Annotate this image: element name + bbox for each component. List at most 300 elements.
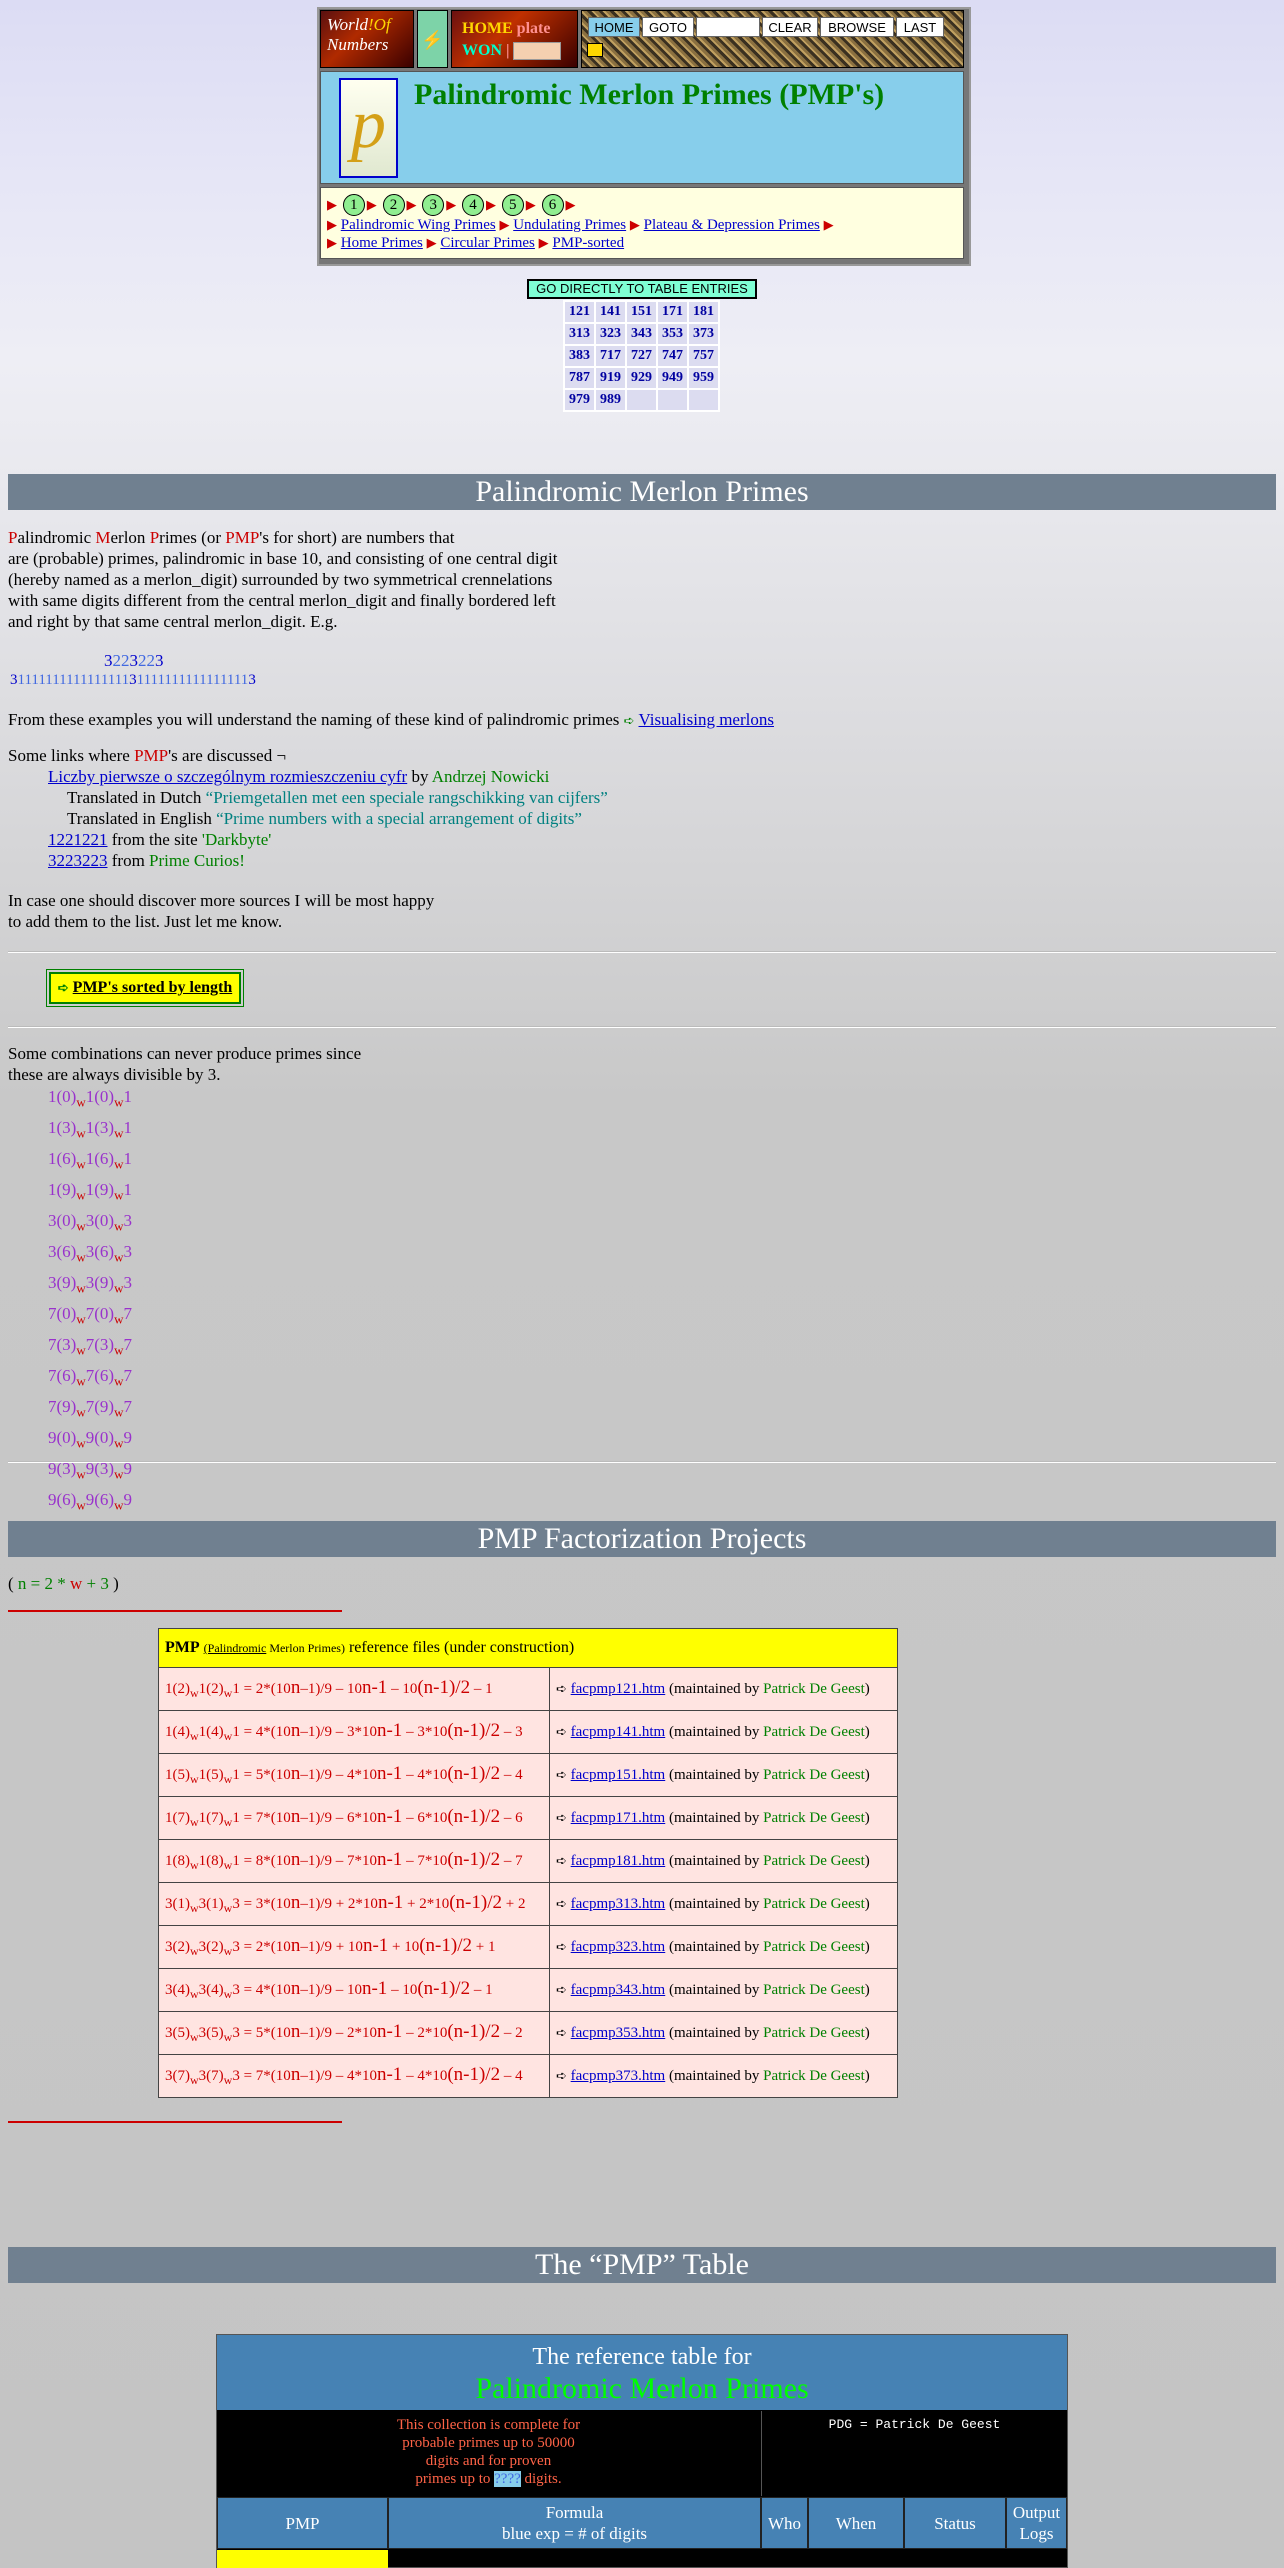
- w-subscript: w: [190, 1858, 199, 1872]
- formula-text: – 4*10: [402, 1767, 448, 1783]
- link-1221221[interactable]: 1221221: [48, 830, 108, 849]
- english-label: Translated in English: [67, 809, 217, 828]
- formula-cell: $1(8)_w1(8)_w1 = 8*(10n-1)/9 - 7*10n-1 - 7*10(n-1)/2 - 7$: [159, 1840, 550, 1883]
- formula-digit: 1: [177, 1896, 185, 1912]
- combo-digit: 1: [85, 1148, 95, 1168]
- won-label: WON: [462, 42, 502, 59]
- merlon-digit: 3: [104, 651, 113, 670]
- entry-link[interactable]: 151: [627, 302, 656, 322]
- formula-digit: 3: [232, 2025, 240, 2041]
- arrow-icon: ▶: [525, 197, 536, 212]
- intro-text: rimes (or: [159, 528, 226, 547]
- formula-digit: 4: [211, 1724, 219, 1740]
- factorization-file-link[interactable]: facpmp343.htm: [570, 1981, 666, 1998]
- arrow-icon: ▶: [366, 197, 377, 212]
- exponent: (n-1)/2: [449, 1892, 502, 1913]
- formula-cell: $1(7)_w1(7)_w1 = 7*(10n-1)/9 - 6*10n-1 - 6*10(n-1)/2 - 6$: [159, 1797, 550, 1840]
- w-subscript: w: [76, 1156, 86, 1172]
- letter-p: P: [149, 528, 160, 547]
- combo-digit: 3: [48, 1241, 57, 1261]
- entry-link[interactable]: 343: [627, 324, 656, 344]
- combo-digit: 3: [99, 1458, 109, 1478]
- formula-digit: 7: [177, 2068, 185, 2084]
- formula-text: = 2*(10: [239, 1681, 291, 1697]
- combo-row: $7(3)_w7(3)_w7$: [48, 1334, 132, 1358]
- formula-digit: 3: [232, 2068, 240, 2084]
- maintained-text: ): [864, 1680, 870, 1697]
- logo-text: World: [327, 15, 368, 34]
- maintained-text: ): [864, 1938, 870, 1955]
- arrow-right-icon: ➪: [57, 980, 69, 995]
- w-subscript: w: [76, 1187, 86, 1203]
- formula-text: – 2*10: [402, 2025, 448, 2041]
- link-3223223[interactable]: 3223223: [48, 851, 108, 870]
- combo-digit: 7: [48, 1334, 57, 1354]
- entry-link[interactable]: 959: [689, 368, 718, 388]
- combo-row: $3(9)_w3(9)_w3$: [48, 1272, 132, 1296]
- w-subscript: w: [223, 1858, 233, 1872]
- formula-text: + 2: [502, 1896, 526, 1912]
- formula-digit: 4: [177, 1982, 185, 1998]
- maintainer-name: Patrick De Geest: [763, 1766, 865, 1783]
- combo-digit: 6: [62, 1365, 71, 1385]
- w-subscript: w: [190, 1686, 199, 1700]
- merlon-p-logo: p: [339, 78, 398, 178]
- combo-digit: 9: [99, 1396, 109, 1416]
- link-circular-primes[interactable]: Circular Primes: [440, 235, 535, 251]
- reference-row: [159, 1668, 898, 1711]
- entry-link[interactable]: 979: [565, 390, 594, 410]
- factorization-file-link[interactable]: facpmp323.htm: [570, 1938, 666, 1955]
- combo-digit: 6: [62, 1148, 71, 1168]
- maintainer-name: Patrick De Geest: [763, 2067, 865, 2084]
- formula-cell: $3(4)_w3(4)_w3 = 4*(10n-1)/9 - 10n-1 - 10(n-1)/2 - 1$: [159, 1969, 550, 2012]
- exponent: (n-1)/2: [447, 1849, 501, 1870]
- goto-table-entries-button[interactable]: GO DIRECTLY TO TABLE ENTRIES: [527, 279, 757, 299]
- output-heading: Output: [1012, 2503, 1061, 2522]
- exponent: n: [290, 1763, 301, 1784]
- formula-digit: 3: [232, 1896, 240, 1912]
- formula-cell: $3(2)_w3(2)_w3 = 2*(10n-1)/9 + 10n-1 + 10(n-1)/2 + 1$: [159, 1926, 550, 1969]
- header-text: reference files (under construction): [344, 1639, 575, 1656]
- formula-text: = 5*(10: [239, 2025, 291, 2041]
- arrow-icon: ▶: [426, 235, 437, 250]
- exponent: n: [290, 1806, 301, 1827]
- combo-digit: 3: [123, 1210, 132, 1230]
- pmp-table-title: [217, 2335, 1067, 2410]
- formula-digit: 2: [177, 1681, 185, 1697]
- col-status: Status: [904, 2497, 1006, 2549]
- combo-digit: 7: [123, 1396, 132, 1416]
- entry-link[interactable]: 171: [658, 302, 687, 322]
- unknown-digits: ????: [494, 2471, 521, 2487]
- formula-digit: 7: [211, 1810, 219, 1826]
- combo-digit: 1: [123, 1087, 132, 1106]
- combo-text: these are always divisible by 3.: [8, 1065, 221, 1084]
- from-text: from the site: [107, 830, 202, 849]
- circle-link-5[interactable]: 5: [502, 194, 524, 216]
- exponent: (n-1)/2: [447, 2021, 501, 2042]
- exponent: n: [290, 2064, 301, 2085]
- combo-digit: 1: [123, 1179, 132, 1199]
- formula-text: = 3*(10: [239, 1896, 291, 1912]
- reference-row: [159, 2055, 898, 2098]
- col-formula: [388, 2497, 761, 2549]
- arrow-icon: ▶: [327, 217, 337, 232]
- w-subscript: w: [114, 1404, 124, 1420]
- reference-row: [159, 1926, 898, 1969]
- w-subscript: w: [76, 1125, 86, 1141]
- w-subscript: w: [190, 1901, 199, 1915]
- section-title-pmp: Palindromic Merlon Primes: [8, 474, 1276, 510]
- header-small: Merlon Primes): [266, 1641, 345, 1655]
- col-output-logs: [1006, 2497, 1067, 2549]
- combo-digit: 7: [123, 1334, 132, 1354]
- arrow-right-icon: ➪: [556, 1809, 567, 1825]
- combo-digit: 1: [48, 1087, 57, 1106]
- exponent: (n-1)/2: [417, 1978, 471, 1999]
- formula-digit: 1: [232, 1853, 240, 1869]
- links-intro: Some links where: [8, 746, 135, 765]
- formula-digit: 1: [165, 1853, 173, 1869]
- red-divider: [8, 1610, 342, 1612]
- circle-link-1[interactable]: 1: [343, 194, 365, 216]
- combo-digit: 1: [123, 1148, 132, 1168]
- browse-button[interactable]: BROWSE: [820, 17, 894, 37]
- exponent: n-1: [376, 1763, 403, 1784]
- pmp-sorted-button[interactable]: [49, 972, 241, 1004]
- combo-digit: 3: [48, 1272, 57, 1292]
- formula-cell: $3(5)_w3(5)_w3 = 5*(10n-1)/9 - 2*10n-1 - 2*10(n-1)/2 - 2$: [159, 2012, 550, 2055]
- entry-link[interactable]: 747: [658, 346, 687, 366]
- formula-text: = 7*(10: [239, 2068, 291, 2084]
- combo-digit: 3: [85, 1210, 95, 1230]
- entry-link[interactable]: 949: [658, 368, 687, 388]
- w-subscript: w: [76, 1311, 86, 1327]
- world-of-numbers-logo[interactable]: [320, 10, 414, 68]
- formula-text: –1)/9 + 2*10: [300, 1896, 378, 1912]
- arrow-icon: ▶: [327, 197, 337, 212]
- combo-digit: 9: [48, 1489, 57, 1509]
- english-title: “Prime numbers with a special arrangement of digits”: [216, 809, 582, 828]
- entry-link[interactable]: 313: [565, 324, 594, 344]
- link-liczby-pierwsze[interactable]: Liczby pierwsze o szczególnym rozmieszczeniu cyfr: [48, 767, 408, 786]
- formula-digit: 8: [211, 1853, 219, 1869]
- combo-digit: 6: [99, 1148, 109, 1168]
- red-divider: [8, 2121, 342, 2123]
- exponent: n-1: [362, 1935, 389, 1956]
- formula-text: = 8*(10: [239, 1853, 291, 1869]
- w-subscript: w: [76, 1497, 86, 1513]
- pdg-legend: PDG = Patrick De Geest: [761, 2411, 1067, 2496]
- arrow-icon: ▶: [406, 197, 417, 212]
- link-undulating-primes[interactable]: Undulating Primes: [513, 217, 627, 233]
- arrow-icon: ▶: [446, 197, 457, 212]
- formula-text: –1)/9 – 4*10: [300, 1767, 377, 1783]
- examples-text: From these examples you will understand the naming of these kind of palindromic primes: [8, 710, 620, 729]
- maintained-text: ): [864, 1895, 870, 1912]
- w-subscript: w: [190, 2073, 199, 2087]
- maintained-text: (maintained by: [668, 1766, 764, 1783]
- formula-digit: 1: [165, 1767, 173, 1783]
- section-title-pmp-table: The “PMP” Table: [8, 2247, 1276, 2283]
- formula-part: w: [70, 1574, 83, 1593]
- formula-digit: 5: [177, 1767, 185, 1783]
- entry-link[interactable]: 181: [689, 302, 718, 322]
- w-subscript: w: [223, 1944, 233, 1958]
- combo-digit: 0: [99, 1087, 109, 1106]
- formula-digit: 1: [232, 1724, 240, 1740]
- entry-link[interactable]: 323: [596, 324, 625, 344]
- exponent: (n-1)/2: [447, 1763, 501, 1784]
- links-list: [8, 745, 768, 871]
- complete-text: primes up to: [415, 2471, 495, 2487]
- factorization-file-link[interactable]: facpmp171.htm: [570, 1809, 666, 1826]
- formula-cell: $1(2)_w1(2)_w1 = 2*(10n-1)/9 - 10n-1 - 10(n-1)/2 - 1$: [159, 1668, 550, 1711]
- entry-link[interactable]: 919: [596, 368, 625, 388]
- w-subscript: w: [114, 1497, 124, 1513]
- merlon-digit: 3: [10, 672, 18, 688]
- arrow-right-icon: ➪: [556, 1895, 567, 1911]
- maintainer-name: Patrick De Geest: [763, 1981, 865, 1998]
- combo-digit: 6: [62, 1489, 71, 1509]
- formula-digit: 5: [211, 2025, 219, 2041]
- file-cell: [550, 1969, 898, 2012]
- lightning-icon[interactable]: ⚡: [417, 10, 448, 68]
- complete-text: This collection is complete for: [396, 2417, 581, 2433]
- exponent: (n-1)/2: [447, 1806, 501, 1827]
- formula-digit: 1: [198, 1681, 207, 1697]
- entry-link[interactable]: 141: [596, 302, 625, 322]
- factorization-file-link[interactable]: facpmp353.htm: [570, 2024, 666, 2041]
- won-separator: |: [506, 42, 510, 59]
- entry-link[interactable]: 787: [565, 368, 594, 388]
- maintained-text: ): [864, 1723, 870, 1740]
- combo-digit: 9: [85, 1489, 95, 1509]
- entry-link[interactable]: 373: [689, 324, 718, 344]
- link-home-primes[interactable]: Home Primes: [340, 235, 423, 251]
- combo-digit: 0: [62, 1210, 71, 1230]
- maintainer-name: Patrick De Geest: [763, 1895, 865, 1912]
- entry-empty: [658, 390, 687, 410]
- formula-digit: 3: [198, 1982, 207, 1998]
- circle-link-6[interactable]: 6: [542, 194, 564, 216]
- combo-digit: 9: [48, 1458, 57, 1478]
- combo-digit: 9: [48, 1427, 57, 1447]
- pmp-abbrev: PMP: [134, 746, 169, 765]
- combo-digit: 0: [99, 1210, 109, 1230]
- reference-row: [159, 1840, 898, 1883]
- w-subscript: w: [114, 1342, 124, 1358]
- formula-digit: 3: [232, 1982, 240, 1998]
- exponent: n-1: [377, 1892, 404, 1913]
- link-plateau-depression-primes[interactable]: Plateau & Depression Primes: [643, 217, 820, 233]
- merlon-digit: 3: [248, 672, 256, 688]
- discover-text: In case one should discover more sources I will be most happy: [8, 891, 435, 910]
- formula-digit: 1: [198, 1853, 207, 1869]
- factorization-file-link[interactable]: facpmp121.htm: [570, 1680, 666, 1697]
- combo-digit: 7: [48, 1396, 57, 1416]
- formula-text: = 5*(10: [239, 1767, 291, 1783]
- link-palindromic-wing-primes[interactable]: Palindromic Wing Primes: [340, 217, 496, 233]
- won-input[interactable]: [513, 42, 561, 60]
- formula-digit: 5: [211, 1767, 219, 1783]
- formula-digit: 7: [211, 2068, 219, 2084]
- combo-digit: 3: [62, 1458, 71, 1478]
- exponent: (n-1)/2: [417, 1677, 471, 1698]
- w-subscript: w: [114, 1280, 124, 1296]
- formula-text: – 7*10: [402, 1853, 448, 1869]
- factorization-file-link[interactable]: facpmp151.htm: [570, 1766, 666, 1783]
- formula-text: = 4*(10: [239, 1724, 291, 1740]
- link-pmp-sorted[interactable]: PMP-sorted: [552, 235, 625, 251]
- pmp-first-cell: [217, 2550, 388, 2568]
- factorization-file-link[interactable]: facpmp373.htm: [570, 2067, 666, 2084]
- formula-digit: 3: [232, 1939, 240, 1955]
- combo-digit: 9: [62, 1396, 71, 1416]
- w-subscript: w: [76, 1373, 86, 1389]
- arrow-icon: ▶: [538, 235, 549, 250]
- factorization-file-link[interactable]: facpmp141.htm: [570, 1723, 666, 1740]
- formula-text: = 7*(10: [239, 1810, 291, 1826]
- crenel-digits: 1111111111111111: [17, 672, 130, 688]
- formula-digit: 1: [211, 1896, 219, 1912]
- entry-link[interactable]: 121: [565, 302, 594, 322]
- arrow-icon: ▶: [629, 217, 640, 232]
- home-button[interactable]: HOME: [588, 17, 640, 37]
- link-visualising-merlons[interactable]: Visualising merlons: [638, 710, 774, 729]
- ref-name: Palindromic Merlon Primes: [475, 2372, 809, 2405]
- formula-digit: 1: [198, 1724, 207, 1740]
- formula-text: – 1: [470, 1982, 493, 1998]
- formula-text: –1)/9 – 6*10: [300, 1810, 377, 1826]
- circle-link-2[interactable]: 2: [383, 194, 405, 216]
- formula-text: + 10: [388, 1939, 420, 1955]
- factorization-file-link[interactable]: facpmp181.htm: [570, 1852, 666, 1869]
- completeness-note: [217, 2411, 760, 2496]
- exponent: n: [290, 1892, 301, 1913]
- combo-digit: 7: [123, 1365, 132, 1385]
- plate-label: plate: [516, 20, 551, 37]
- maintained-text: ): [864, 1981, 870, 1998]
- formula-part: n = 2 *: [17, 1574, 71, 1593]
- entry-link[interactable]: 717: [596, 346, 625, 366]
- w-subscript: w: [76, 1466, 86, 1482]
- entry-link[interactable]: 383: [565, 346, 594, 366]
- combo-digit: 3: [48, 1210, 57, 1230]
- combo-digit: 7: [48, 1365, 57, 1385]
- combo-digit: 1: [48, 1117, 57, 1137]
- maintained-text: (maintained by: [668, 1895, 764, 1912]
- w-subscript: w: [76, 1094, 86, 1110]
- formula-text: –1)/9 – 2*10: [300, 2025, 377, 2041]
- maintained-text: (maintained by: [668, 1809, 764, 1826]
- w-subscript: w: [76, 1404, 86, 1420]
- maintainer-name: Patrick De Geest: [763, 1680, 865, 1697]
- w-subscript: w: [190, 1944, 199, 1958]
- maintained-text: (maintained by: [668, 1723, 764, 1740]
- discover-text: to add them to the list. Just let me know.: [8, 912, 283, 931]
- combo-digit: 6: [99, 1489, 109, 1509]
- circle-link-4[interactable]: 4: [462, 194, 484, 216]
- combo-row: $3(0)_w3(0)_w3$: [48, 1210, 132, 1234]
- combo-digit: 7: [85, 1396, 95, 1416]
- goto-input[interactable]: [696, 17, 760, 37]
- w-subscript: w: [76, 1249, 86, 1265]
- file-cell: [550, 1668, 898, 1711]
- exponent: n: [290, 1720, 301, 1741]
- entry-link[interactable]: 353: [658, 324, 687, 344]
- goto-button[interactable]: GOTO: [642, 17, 694, 37]
- formula-digit: 5: [177, 2025, 185, 2041]
- combo-row: $1(9)_w1(9)_w1$: [48, 1179, 132, 1203]
- entry-empty: [627, 390, 656, 410]
- arrow-right-icon: ➪: [556, 1852, 567, 1868]
- reference-row: [159, 2012, 898, 2055]
- w-subscript: w: [190, 2030, 199, 2044]
- home-plate-logo[interactable]: [451, 10, 578, 68]
- formula-text: – 1: [470, 1681, 493, 1697]
- w-subscript: w: [76, 1342, 86, 1358]
- intro-text: alindromic: [17, 528, 96, 547]
- last-button[interactable]: LAST: [896, 17, 944, 37]
- w-subscript: w: [190, 1815, 199, 1829]
- pmp-sorted-link[interactable]: PMP's sorted by length: [72, 979, 233, 996]
- combo-digit: 0: [99, 1427, 109, 1447]
- pmp-abbrev: PMP: [225, 528, 260, 547]
- w-subscript: w: [76, 1280, 86, 1296]
- complete-text: digits.: [520, 2471, 562, 2487]
- clear-button[interactable]: CLEAR: [762, 17, 818, 37]
- formula-digit: 3: [165, 2025, 173, 2041]
- file-cell: [550, 1711, 898, 1754]
- combo-digit: 0: [99, 1303, 109, 1323]
- crenel-digits: 22: [112, 651, 130, 670]
- entry-link[interactable]: 757: [689, 346, 718, 366]
- w-subscript: w: [223, 1901, 233, 1915]
- formula-digit: 4: [177, 1724, 185, 1740]
- file-cell: [550, 1926, 898, 1969]
- mail-icon[interactable]: [587, 43, 603, 57]
- related-links-box: [320, 187, 964, 259]
- combo-digit: 7: [85, 1334, 95, 1354]
- nav-bar: [581, 10, 964, 68]
- maintained-text: (maintained by: [668, 1852, 764, 1869]
- combo-digit: 9: [85, 1458, 95, 1478]
- combo-row: $7(0)_w7(0)_w7$: [48, 1303, 132, 1327]
- formula-digit: 2: [211, 1939, 219, 1955]
- formula-cell: $3(1)_w3(1)_w3 = 3*(10n-1)/9 + 2*10n-1 + 2*10(n-1)/2 + 2$: [159, 1883, 550, 1926]
- merlon-digit: 3: [129, 672, 137, 688]
- from-text: from: [107, 851, 150, 870]
- pmp-label: PMP: [165, 1639, 200, 1656]
- factorization-file-link[interactable]: facpmp313.htm: [570, 1895, 666, 1912]
- maintained-text: (maintained by: [668, 2067, 764, 2084]
- entry-link[interactable]: 727: [627, 346, 656, 366]
- combo-digit: 0: [62, 1087, 71, 1106]
- w-subscript: w: [114, 1435, 124, 1451]
- reference-files-table: [158, 1628, 898, 2098]
- circle-link-3[interactable]: 3: [422, 194, 444, 216]
- formula-digit: 3: [198, 1896, 207, 1912]
- exponent: n-1: [376, 1806, 403, 1827]
- entry-link[interactable]: 929: [627, 368, 656, 388]
- formula-digit: 3: [165, 1939, 173, 1955]
- reference-row: [159, 1883, 898, 1926]
- formula-digit: 3: [165, 1982, 173, 1998]
- formula-text: – 3*10: [402, 1724, 448, 1740]
- entry-link[interactable]: 989: [596, 390, 625, 410]
